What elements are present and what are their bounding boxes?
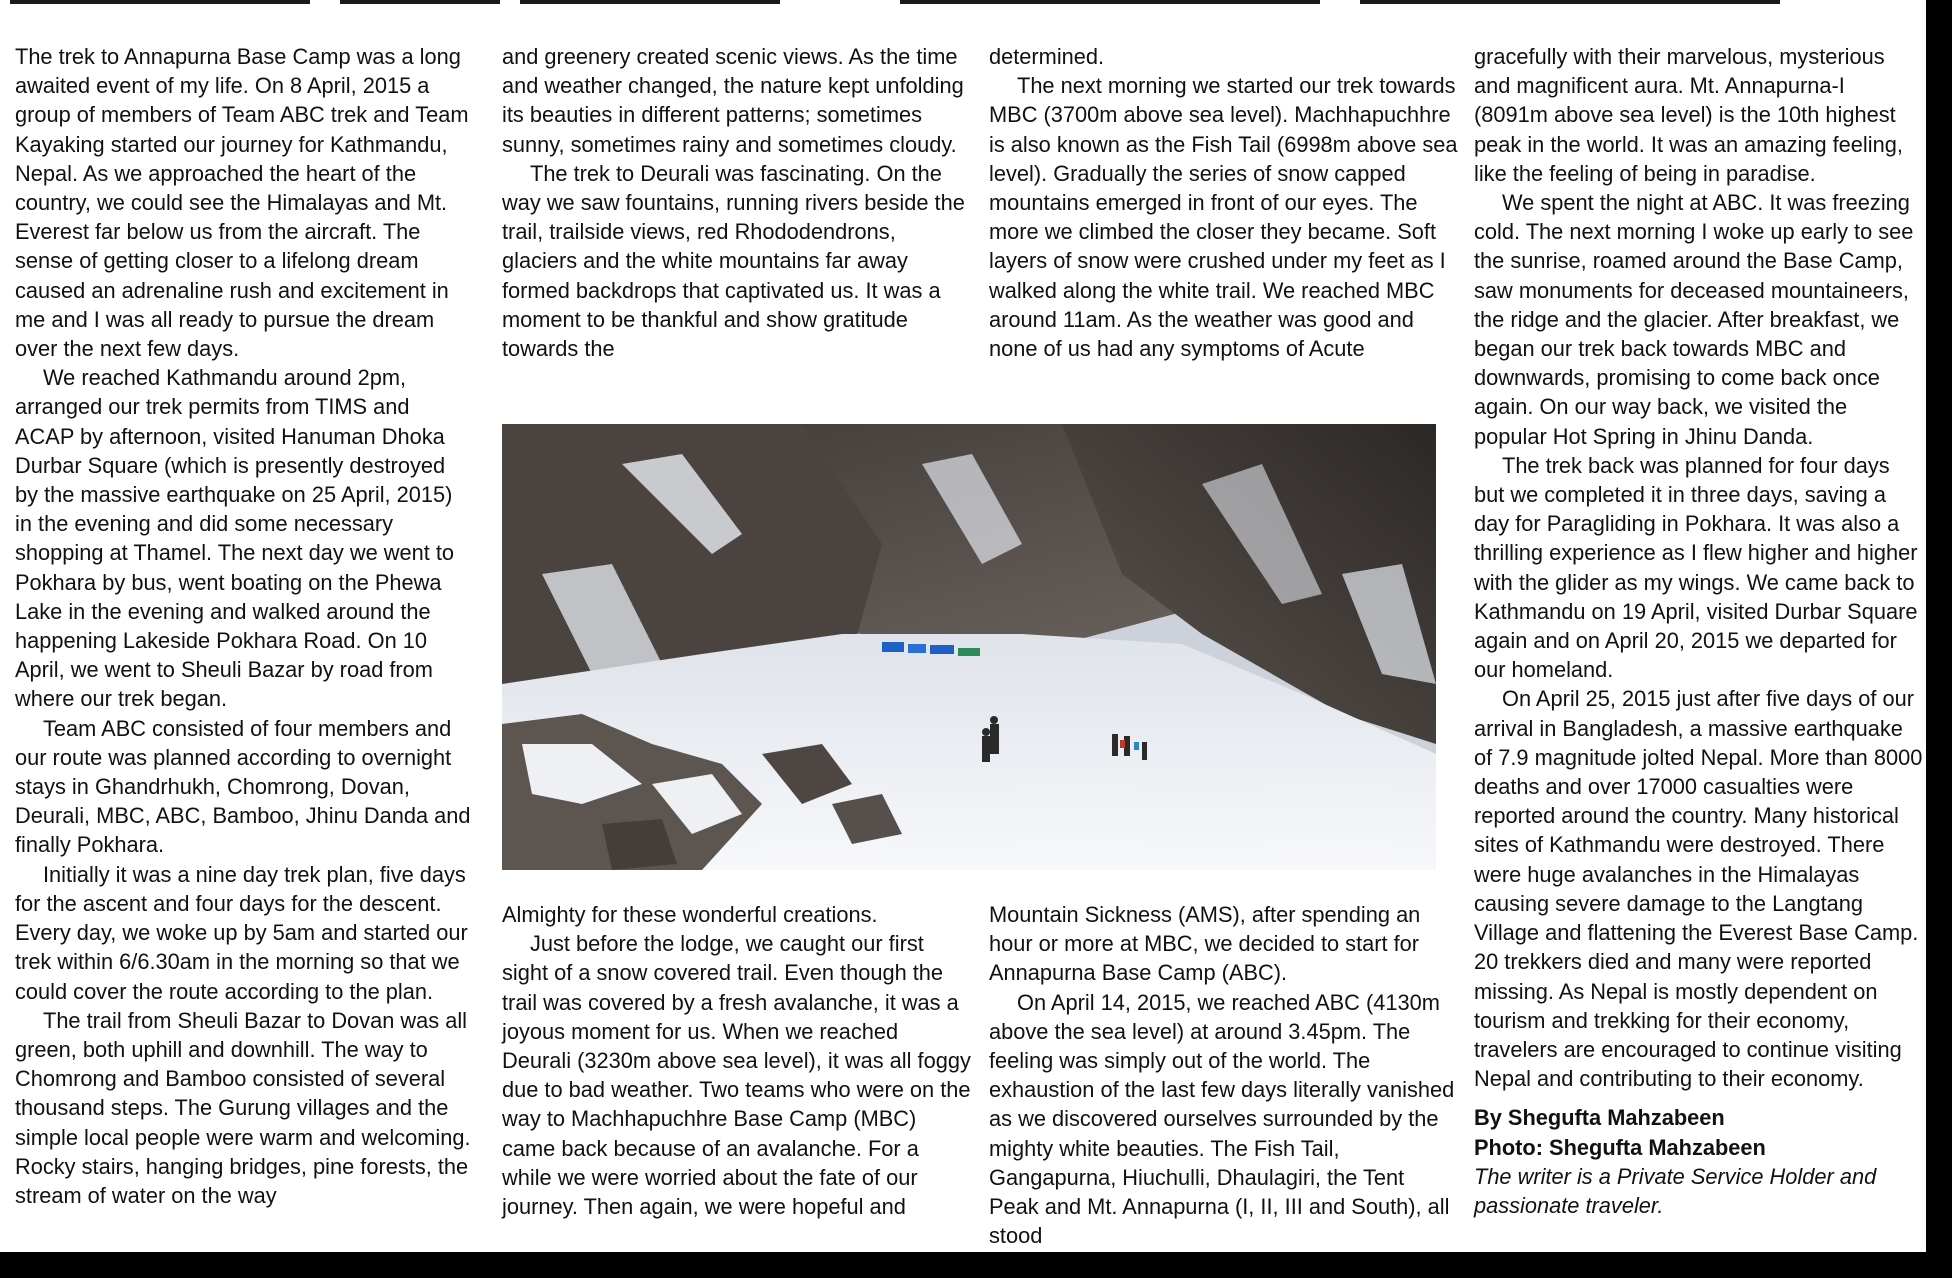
paragraph: We spent the night at ABC. It was freezing cold. The next morning I woke up early to see the sunrise, roamed around the Base Camp, saw monuments for deceased mountaineers, the ridge and the glacier. After breakfast, we began our trek back towards MBC and downwards, promising to come back once again. On our way back, we visited the popular Hot Spring in Jhinu Danda. <box>1474 190 1914 449</box>
paragraph: The trek back was planned for four days but we completed it in three days, saving a day for Paragliding in Pokhara. It was also a thrilling experience as I flew higher and higher with the glider as my wings. We came back to Kathmandu on 19 April, visited Durbar Square again and on April 20, 2015 we departed for our homeland. <box>1474 452 1918 683</box>
paragraph: The trail from Sheuli Bazar to Dovan was all green, both uphill and downhill. The way to Chomrong and Bamboo consisted of several thousand steps. The Gurung villages and the simple local people were warm and welcoming. Rocky stairs, hanging bridges, pine forests, the stream of water on the way <box>15 1007 471 1208</box>
article-column-3-bottom <box>989 900 1459 1250</box>
cropped-headline-strip <box>0 0 1926 8</box>
paragraph: gracefully with their marvelous, mysterious and magnificent aura. Mt. Annapurna-I (8091m above sea level) is the 10th highest peak in the world. It was an amazing feeling, like the feeling of being in paradise. <box>1474 44 1903 186</box>
paragraph: The trek to Annapurna Base Camp was a long awaited event of my life. On 8 April, 2015 a group of members of Team ABC trek and Team Kayaking started our journey for Kathmandu, Nepal. As we approached the heart of the country, we could see the Himalayas and Mt. Everest far below us from the aircraft. The sense of getting closer to a lifelong dream caused an adrenaline rush and excitement in me and I was all ready to pursue the dream over the next few days. <box>15 44 469 362</box>
paragraph: We reached Kathmandu around 2pm, arranged our trek permits from TIMS and ACAP by afternoon, visited Hanuman Dhoka Durbar Square (which is presently destroyed by the massive earthquake on 25 April, 2015) in the evening and did some necessary shopping at Thamel. The next day we went to Pokhara by bus, went boating on the Phewa Lake in the evening and walked around the happening Lakeside Pokhara Road. On 10 April, we went to Sheuli Bazar by road from where our trek began. <box>15 365 455 712</box>
mountain-trek-photo <box>502 424 1436 870</box>
paragraph: and greenery created scenic views. As the time and weather changed, the nature kept unfolding its beauties in different patterns; sometimes sunny, sometimes rainy and sometimes cloudy. <box>502 44 964 157</box>
article-column-3-top <box>989 42 1459 363</box>
paragraph: Just before the lodge, we caught our first sight of a snow covered trail. Even though the trail was covered by a fresh avalanche, it was a joyous moment for us. When we reached Deurali (3230m above sea level), it was all foggy due to bad weather. Two teams who were on the way to Machhapuchhre Base Camp (MBC) came back because of an avalanche. For a while we were worried about the fate of our journey. Then again, we were hopeful and <box>502 931 971 1220</box>
byline: By Shegufta Mahzabeen <box>1474 1105 1725 1131</box>
paragraph: On April 14, 2015, we reached ABC (4130m above the sea level) at around 3.45pm. The feeling was simply out of the world. The exhaustion of the last few days literally vanished as we discovered ourselves surrounded by the mighty white beauties. The Fish Tail, Gangapurna, Hiuchulli, Dhaulagiri, the Tent Peak and Mt. Annapurna (I, II, III and South), all stood <box>989 989 1455 1249</box>
writer-note: The writer is a Private Service Holder and passionate traveler. <box>1474 1163 1877 1218</box>
paragraph: Team ABC consisted of four members and our route was planned according to overnight stays in Ghandrhukh, Chomrong, Dovan, Deurali, MBC, ABC, Bamboo, Jhinu Danda and finally Pokhara. <box>15 715 471 858</box>
paragraph: On April 25, 2015 just after five days of our arrival in Bangladesh, a massive earthquake of 7.9 magnitude jolted Nepal. More than 8000 deaths and over 17000 casualties were reported around the country. Many historical sites of Kathmandu were destroyed. There were huge avalanches in the Himalayas causing severe damage to the Langtang Village and flattening the Everest Base Camp. 20 trekkers died and many were reported missing. As Nepal is mostly dependent on tourism and trekking for their economy, travelers are encouraged to continue visiting Nepal and contributing to their economy. <box>1474 686 1923 1092</box>
mountain-photo-icon <box>502 424 1436 870</box>
paragraph: Mountain Sickness (AMS), after spending an hour or more at MBC, we decided to start for Annapurna Base Camp (ABC). <box>989 902 1421 986</box>
paragraph: determined. <box>989 44 1105 69</box>
article-column-2-bottom <box>502 900 972 1221</box>
article-column-2-top <box>502 42 972 363</box>
paragraph: The trek to Deurali was fascinating. On the way we saw fountains, running rivers beside the trail, trailside views, red Rhododendrons, glaciers and the white mountains far away formed backdrops that captivated us. It was a moment to be thankful and show gratitude towards the <box>502 160 965 362</box>
paragraph: Almighty for these wonderful creations. <box>502 902 878 927</box>
photo-credit: Photo: Shegufta Mahzabeen <box>1474 1134 1766 1160</box>
paragraph: Initially it was a nine day trek plan, five days for the ascent and four days for the descent. Every day, we woke up by 5am and started our trek within 6/6.30am in the morning so that we could cover the route according to the plan. <box>15 861 468 1004</box>
article-column-4 <box>1474 42 1924 1220</box>
paragraph: The next morning we started our trek towards MBC (3700m above sea level). Machhapuchhre is also known as the Fish Tail (6998m above sea level). Gradually the series of snow capped mountains emerged in front of our eyes. The more we climbed the closer they became. Soft layers of snow were crushed under my feet as I walked along the white trail. We reached MBC around 11am. As the weather was good and none of us had any symptoms of Acute <box>989 73 1458 362</box>
article-column-1 <box>15 42 471 1210</box>
